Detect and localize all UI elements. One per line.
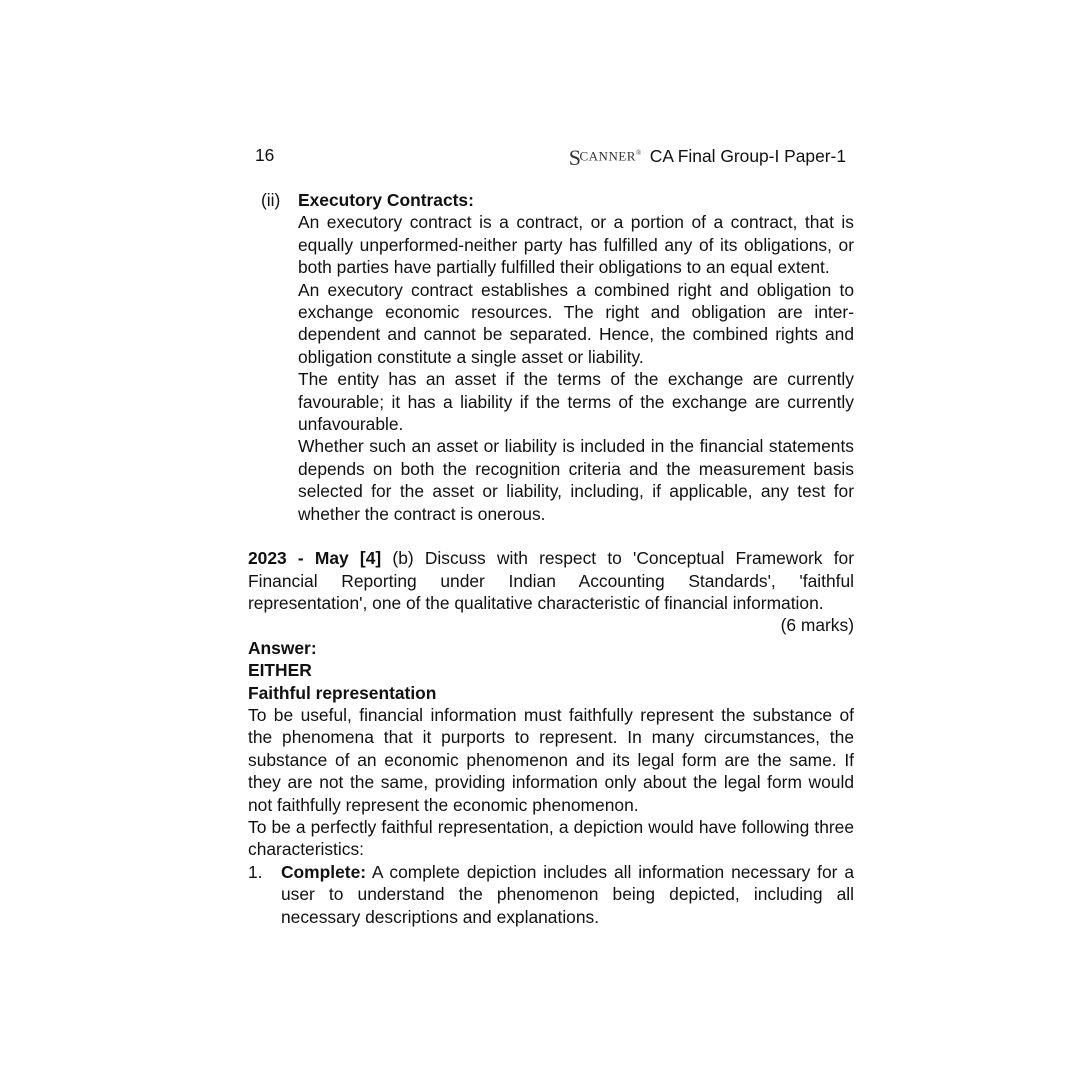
- section-heading: Executory Contracts:: [298, 190, 474, 210]
- answer-block: [248, 637, 854, 928]
- document-page: [248, 140, 854, 928]
- running-head: [569, 144, 846, 170]
- question-text: (b) Discuss with respect to 'Conceptual Framework for Financial Reporting under Indian Accounting Standards', 'faithful representation', one of the qualitative characteristic of financial information.: [248, 548, 854, 613]
- scanner-logo: SCANNER®: [568, 145, 642, 171]
- section-executory-contracts: [248, 189, 854, 525]
- list-body: [281, 861, 854, 928]
- answer-either: EITHER: [248, 660, 312, 681]
- exam-question: [248, 547, 854, 614]
- answer-paragraph: To be useful, financial information must faithfully represent the substance of the phenomena that it purports to represent. In many circumstances, the substance of an economic phenomenon and its legal form are the same. If they are not the same, providing information only about the legal form would not faithfully represent the economic phenomenon.: [248, 704, 854, 815]
- list-item: [248, 861, 854, 928]
- question-reference: 2023 - May [4]: [248, 548, 382, 569]
- answer-heading: Faithful representation: [248, 682, 437, 703]
- running-head-title: CA Final Group-I Paper-1: [649, 146, 846, 167]
- section-paragraph: An executory contract establishes a combined right and obligation to exchange economic resources. The right and obligation are inter-dependent and cannot be separated. Hence, the combined rights and obligation constitute a single asset or liability.: [298, 279, 854, 367]
- list-title: Complete:: [281, 861, 367, 882]
- answer-label: Answer:: [248, 637, 317, 658]
- answer-paragraph: To be a perfectly faithful representation, a depiction would have following three characteristics:: [248, 816, 854, 860]
- section-body: [298, 189, 854, 525]
- section-marker: (ii): [261, 190, 281, 210]
- question-marks: (6 marks): [780, 615, 854, 636]
- section-paragraph: An executory contract is a contract, or a portion of a contract, that is equally unperformed-neither party has fulfilled any of its obligations, or both parties have partially fulfilled their obligations to an equal extent.: [298, 212, 854, 278]
- section-paragraph: Whether such an asset or liability is included in the financial statements depends on both the recognition criteria and the measurement basis selected for the asset or liability, including, if applicable, any test for whether the contract is onerous.: [298, 436, 854, 524]
- list-text: A complete depiction includes all information necessary for a user to understand the phenomenon being depicted, including all necessary descriptions and explanations.: [281, 861, 854, 927]
- list-number: 1.: [248, 861, 263, 882]
- page-number: 16: [255, 145, 275, 165]
- page-header: [255, 140, 846, 170]
- section-paragraph: The entity has an asset if the terms of the exchange are currently favourable; it has a liability if the terms of the exchange are currently unfavourable.: [298, 369, 854, 435]
